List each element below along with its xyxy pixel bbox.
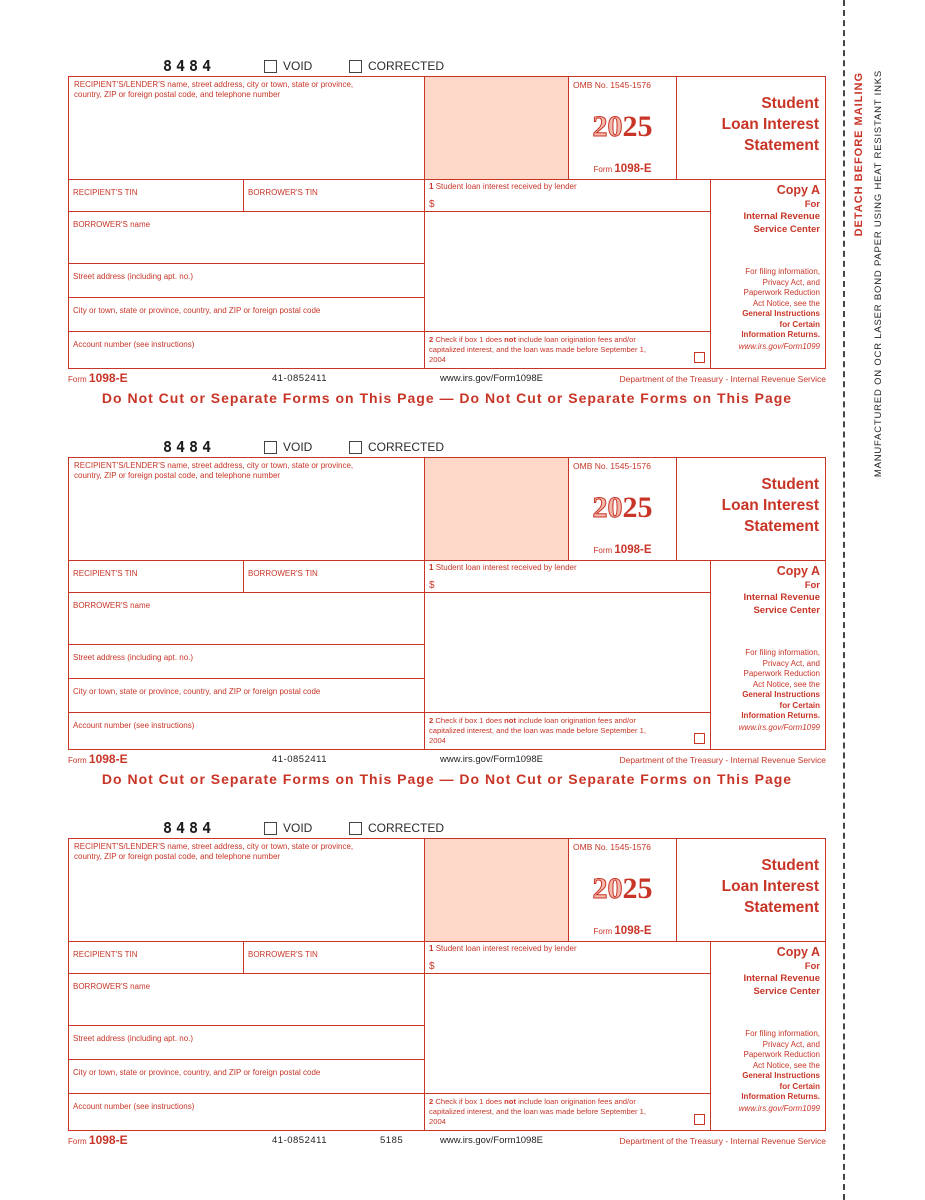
borrower-tin-field bbox=[244, 561, 425, 593]
corrected-label: CORRECTED bbox=[368, 440, 445, 454]
footer-form-word: Form bbox=[68, 756, 87, 765]
form-title-line-2: Loan Interest bbox=[721, 496, 819, 514]
omb-number: OMB No. 1545-1576 bbox=[573, 80, 651, 90]
form-title-line-3: Statement bbox=[744, 898, 819, 916]
account-number-field bbox=[69, 713, 425, 749]
recipient-tin-field bbox=[69, 180, 244, 212]
footer-url: www.irs.gov/Form1098E bbox=[440, 1135, 543, 1146]
filing-information-text: For filing information, Privacy Act, and Paperwork Reduction Act Notice, see the General Instructions for Certain Information Returns. www.irs.gov/Form1099 bbox=[716, 648, 820, 733]
footer-url: www.irs.gov/Form1098E bbox=[440, 373, 543, 384]
recipient-lender-info-label: RECIPIENT'S/LENDER'S name, street address, city or town, state or province, country, ZIP or foreign postal code, and telephone number bbox=[74, 80, 354, 100]
corrected-checkbox bbox=[349, 441, 362, 454]
street-address-field bbox=[69, 264, 425, 298]
box1-entry-area bbox=[425, 593, 711, 713]
box1-entry-area bbox=[425, 974, 711, 1094]
manufactured-note-text: MANUFACTURED ON OCR LASER BOND PAPER USING HEAT RESISTANT INKS bbox=[873, 70, 884, 478]
filing-url: www.irs.gov/Form1099 bbox=[738, 1103, 820, 1113]
form-word: Form bbox=[593, 165, 613, 174]
void-checkbox-group bbox=[264, 440, 312, 454]
tax-year-suffix: 25 bbox=[622, 490, 653, 524]
form-ocr-code: 8484 bbox=[163, 57, 216, 75]
void-checkbox-group bbox=[264, 59, 312, 73]
borrower-name-label: BORROWER'S name bbox=[73, 601, 151, 610]
omb-number: OMB No. 1545-1576 bbox=[573, 842, 651, 852]
box2-number: 2 bbox=[429, 716, 434, 725]
city-state-zip-field bbox=[69, 1060, 425, 1094]
shaded-cell bbox=[425, 458, 569, 561]
void-checkbox bbox=[264, 441, 277, 454]
form-header-row bbox=[68, 820, 826, 837]
borrower-name-field bbox=[69, 974, 425, 1026]
form-number bbox=[594, 925, 652, 938]
omb-year-cell bbox=[569, 839, 677, 942]
borrower-name-field bbox=[69, 593, 425, 645]
footer-url: www.irs.gov/Form1098E bbox=[440, 754, 543, 765]
void-label: VOID bbox=[283, 821, 313, 835]
box1-number: 1 bbox=[429, 563, 434, 572]
box2-checkbox-field bbox=[425, 332, 711, 368]
box1-dollar-sign: $ bbox=[429, 199, 435, 210]
form-1098e-grid bbox=[68, 76, 826, 369]
forms-column bbox=[68, 58, 826, 1181]
borrower-name-label: BORROWER'S name bbox=[73, 220, 151, 229]
box2-number: 2 bbox=[429, 1097, 434, 1106]
form-copy bbox=[68, 58, 826, 406]
form-title-line-2: Loan Interest bbox=[721, 115, 819, 133]
printer-code: 41-0852411 bbox=[272, 754, 328, 765]
perforation-dashed-line bbox=[843, 0, 845, 1200]
borrower-name-field bbox=[69, 212, 425, 264]
omb-number: OMB No. 1545-1576 bbox=[573, 461, 651, 471]
box2-checkbox bbox=[694, 733, 705, 744]
omb-year-cell bbox=[569, 77, 677, 180]
copy-a-recipient-text: For Internal Revenue Service Center bbox=[743, 580, 820, 616]
form-number bbox=[594, 544, 652, 557]
borrower-name-label: BORROWER'S name bbox=[73, 982, 151, 991]
box2-checkbox-field bbox=[425, 713, 711, 749]
box2-number: 2 bbox=[429, 335, 434, 344]
city-state-zip-field bbox=[69, 298, 425, 332]
filing-information-text: For filing information, Privacy Act, and Paperwork Reduction Act Notice, see the General Instructions for Certain Information Returns. www.irs.gov/Form1099 bbox=[716, 1029, 820, 1114]
treasury-line: Department of the Treasury - Internal Revenue Service bbox=[619, 1135, 826, 1146]
borrower-tin-label: BORROWER'S TIN bbox=[248, 569, 318, 578]
corrected-checkbox-group bbox=[349, 59, 444, 73]
treasury-line: Department of the Treasury - Internal Revenue Service bbox=[619, 373, 826, 384]
form-title-line-1: Student bbox=[761, 95, 819, 112]
form-copy bbox=[68, 820, 826, 1148]
form-title bbox=[677, 458, 825, 561]
do-not-cut-notice: Do Not Cut or Separate Forms on This Page — Do Not Cut or Separate Forms on This Page bbox=[101, 390, 793, 406]
footer-form-number: Form 1098-E bbox=[68, 752, 128, 766]
printer-code: 41-0852411 bbox=[272, 1135, 328, 1146]
box1-interest-field bbox=[425, 561, 711, 593]
recipient-tin-label: RECIPIENT'S TIN bbox=[73, 188, 138, 197]
tax-year bbox=[592, 871, 653, 905]
footer-form-word: Form bbox=[68, 1137, 87, 1146]
box1-dollar-sign: $ bbox=[429, 580, 435, 591]
borrower-tin-label: BORROWER'S TIN bbox=[248, 188, 318, 197]
void-checkbox-group bbox=[264, 821, 312, 835]
copy-a-label: Copy A bbox=[776, 564, 820, 578]
box2-label: 2 Check if box 1 does not include loan origination fees and/or capitalized interest, and the loan was made before September 1, 2004 bbox=[429, 716, 646, 745]
recipient-lender-info-cell bbox=[69, 458, 425, 561]
form-word: Form bbox=[593, 927, 613, 936]
detach-before-mailing-text: DETACH BEFORE MAILING bbox=[853, 72, 865, 237]
form-title-line-2: Loan Interest bbox=[721, 877, 819, 895]
corrected-label: CORRECTED bbox=[368, 821, 445, 835]
form-number-bold: 1098-E bbox=[614, 163, 652, 175]
form-footer bbox=[68, 1133, 826, 1148]
form-ocr-code: 8484 bbox=[163, 819, 216, 837]
corrected-checkbox bbox=[349, 822, 362, 835]
form-title bbox=[677, 839, 825, 942]
borrower-tin-label: BORROWER'S TIN bbox=[248, 950, 318, 959]
box2-label: 2 Check if box 1 does not include loan origination fees and/or capitalized interest, and the loan was made before September 1, 2004 bbox=[429, 1097, 646, 1126]
city-state-zip-field bbox=[69, 679, 425, 713]
account-number-field bbox=[69, 1094, 425, 1130]
box1-dollar-sign: $ bbox=[429, 961, 435, 972]
street-address-label: Street address (including apt. no.) bbox=[73, 1034, 194, 1043]
filing-url: www.irs.gov/Form1099 bbox=[738, 341, 820, 351]
recipient-tin-field bbox=[69, 942, 244, 974]
filing-url: www.irs.gov/Form1099 bbox=[738, 722, 820, 732]
form-header-row bbox=[68, 58, 826, 75]
recipient-tin-label: RECIPIENT'S TIN bbox=[73, 950, 138, 959]
account-number-label: Account number (see instructions) bbox=[73, 340, 195, 349]
void-label: VOID bbox=[283, 440, 313, 454]
form-title-line-3: Statement bbox=[744, 136, 819, 154]
void-label: VOID bbox=[283, 59, 313, 73]
box2-checkbox bbox=[694, 1114, 705, 1125]
void-checkbox bbox=[264, 60, 277, 73]
shaded-cell bbox=[425, 839, 569, 942]
recipient-lender-info-label: RECIPIENT'S/LENDER'S name, street address, city or town, state or province, country, ZIP or foreign postal code, and telephone number bbox=[74, 461, 354, 481]
form-footer bbox=[68, 371, 826, 386]
form-footer bbox=[68, 752, 826, 767]
recipient-tin-label: RECIPIENT'S TIN bbox=[73, 569, 138, 578]
box2-checkbox-field bbox=[425, 1094, 711, 1130]
recipient-lender-info-cell bbox=[69, 77, 425, 180]
account-number-field bbox=[69, 332, 425, 368]
city-state-zip-label: City or town, state or province, country, and ZIP or foreign postal code bbox=[73, 1068, 321, 1077]
city-state-zip-label: City or town, state or province, country, and ZIP or foreign postal code bbox=[73, 306, 321, 315]
box1-number: 1 bbox=[429, 944, 434, 953]
form-number-bold: 1098-E bbox=[614, 544, 652, 556]
box1-label: 1 Student loan interest received by lender bbox=[429, 182, 577, 191]
form-title-line-3: Statement bbox=[744, 517, 819, 535]
street-address-label: Street address (including apt. no.) bbox=[73, 272, 194, 281]
form-title-line-1: Student bbox=[761, 857, 819, 874]
box1-label: 1 Student loan interest received by lender bbox=[429, 944, 577, 953]
tax-year-prefix: 20 bbox=[592, 490, 623, 524]
box1-number: 1 bbox=[429, 182, 434, 191]
tax-year-prefix: 20 bbox=[592, 871, 623, 905]
copy-a-label: Copy A bbox=[776, 183, 820, 197]
form-ocr-code: 8484 bbox=[163, 438, 216, 456]
form-word: Form bbox=[593, 546, 613, 555]
omb-year-cell bbox=[569, 458, 677, 561]
form-number-bold: 1098-E bbox=[614, 925, 652, 937]
do-not-cut-notice: Do Not Cut or Separate Forms on This Page — Do Not Cut or Separate Forms on This Page bbox=[101, 771, 793, 787]
filing-information-text: For filing information, Privacy Act, and Paperwork Reduction Act Notice, see the General Instructions for Certain Information Returns. www.irs.gov/Form1099 bbox=[716, 267, 820, 352]
tax-year-prefix: 20 bbox=[592, 109, 623, 143]
recipient-lender-info-label: RECIPIENT'S/LENDER'S name, street address, city or town, state or province, country, ZIP or foreign postal code, and telephone number bbox=[74, 842, 354, 862]
form-title bbox=[677, 77, 825, 180]
copy-a-recipient-text: For Internal Revenue Service Center bbox=[743, 961, 820, 997]
extra-code: 5185 bbox=[380, 1135, 404, 1146]
footer-form-number: Form 1098-E bbox=[68, 1133, 128, 1147]
void-checkbox bbox=[264, 822, 277, 835]
copy-a-column bbox=[711, 561, 825, 749]
form-title-line-1: Student bbox=[761, 476, 819, 493]
box1-label: 1 Student loan interest received by lender bbox=[429, 563, 577, 572]
borrower-tin-field bbox=[244, 942, 425, 974]
shaded-cell bbox=[425, 77, 569, 180]
form-header-row bbox=[68, 439, 826, 456]
corrected-checkbox-group bbox=[349, 821, 444, 835]
city-state-zip-label: City or town, state or province, country, and ZIP or foreign postal code bbox=[73, 687, 321, 696]
corrected-checkbox-group bbox=[349, 440, 444, 454]
street-address-field bbox=[69, 1026, 425, 1060]
account-number-label: Account number (see instructions) bbox=[73, 721, 195, 730]
tax-year-suffix: 25 bbox=[622, 109, 653, 143]
form-number bbox=[594, 163, 652, 176]
footer-form-word: Form bbox=[68, 375, 87, 384]
form-copy bbox=[68, 439, 826, 787]
account-number-label: Account number (see instructions) bbox=[73, 1102, 195, 1111]
copy-a-label: Copy A bbox=[776, 945, 820, 959]
form-1098e-grid bbox=[68, 457, 826, 750]
tax-year bbox=[592, 109, 653, 143]
box1-interest-field bbox=[425, 180, 711, 212]
copy-a-column bbox=[711, 180, 825, 368]
box1-entry-area bbox=[425, 212, 711, 332]
box2-label: 2 Check if box 1 does not include loan origination fees and/or capitalized interest, and the loan was made before September 1, 2004 bbox=[429, 335, 646, 364]
box2-checkbox bbox=[694, 352, 705, 363]
recipient-lender-info-cell bbox=[69, 839, 425, 942]
printer-code: 41-0852411 bbox=[272, 373, 328, 384]
recipient-tin-field bbox=[69, 561, 244, 593]
treasury-line: Department of the Treasury - Internal Revenue Service bbox=[619, 754, 826, 765]
copy-a-column bbox=[711, 942, 825, 1130]
tax-year bbox=[592, 490, 653, 524]
box1-interest-field bbox=[425, 942, 711, 974]
street-address-label: Street address (including apt. no.) bbox=[73, 653, 194, 662]
corrected-checkbox bbox=[349, 60, 362, 73]
copy-a-recipient-text: For Internal Revenue Service Center bbox=[743, 199, 820, 235]
corrected-label: CORRECTED bbox=[368, 59, 445, 73]
form-1098e-grid bbox=[68, 838, 826, 1131]
tax-year-suffix: 25 bbox=[622, 871, 653, 905]
footer-form-number: Form 1098-E bbox=[68, 371, 128, 385]
borrower-tin-field bbox=[244, 180, 425, 212]
street-address-field bbox=[69, 645, 425, 679]
